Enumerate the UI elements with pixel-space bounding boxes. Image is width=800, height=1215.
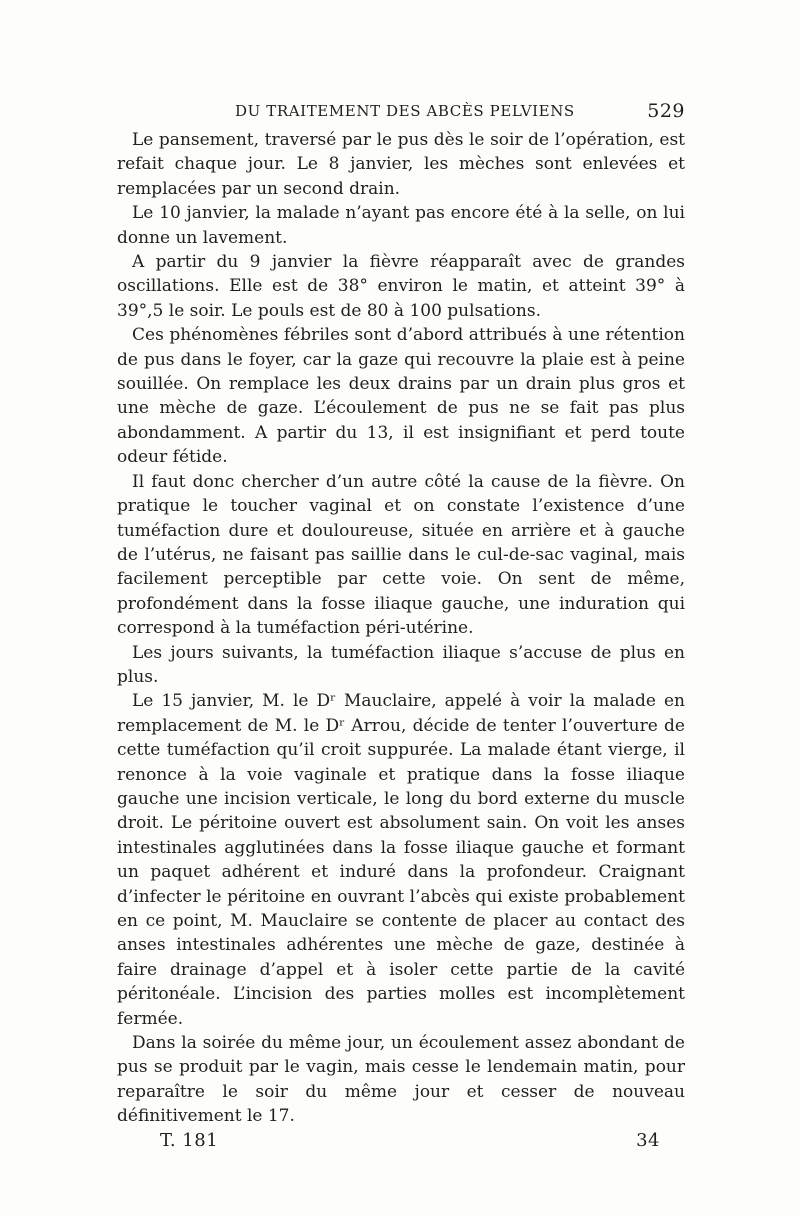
paragraph: Il faut donc chercher d’un autre côté la cause de la fièvre. On pratique le toucher vaginal et on constate l’existence d’une tuméfaction dure et douloureuse, située en arrière et à gauche de l’utérus, ne faisant pas saillie dans le cul-de-sac vaginal, mais facilement perceptible par cette voie. On sent de même, profondément dans la fosse iliaque gauche, une induration qui correspond à la tuméfaction péri-utérine.: [117, 471, 685, 639]
page-number: 529: [647, 100, 685, 122]
paragraph: Ces phénomènes fébriles sont d’abord attribués à une rétention de pus dans le foyer, car la gaze qui recouvre la plaie est à peine souillée. On remplace les deux drains par un drain plus gros et une mèche de gaze. L’écoulement de pus ne se fait pas plus abondamment. A partir du 13, il est insignifiant et perd toute odeur fétide.: [117, 325, 685, 468]
body-text: [117, 128, 685, 1129]
paragraph: Le 10 janvier, la malade n’ayant pas encore été à la selle, on lui donne un lavement.: [117, 203, 685, 248]
paragraph: A partir du 9 janvier la fièvre réapparaît avec de grandes oscillations. Elle est de 38° environ le matin, et atteint 39° à 39°,5 le soir. Le pouls est de 80 à 100 pulsations.: [117, 252, 685, 321]
sheet-number: 34: [636, 1130, 660, 1151]
signature-mark: T. 181: [160, 1130, 219, 1151]
running-title: DU TRAITEMENT DES ABCÈS PELVIENS: [235, 102, 575, 120]
page-footer: [160, 1130, 660, 1156]
paragraph: Les jours suivants, la tuméfaction iliaque s’accuse de plus en plus.: [117, 642, 685, 687]
paragraph: Le pansement, traversé par le pus dès le soir de l’opération, est refait chaque jour. Le 8 janvier, les mèches sont enlevées et remplacées par un second drain.: [117, 130, 685, 199]
paragraph: Le 15 janvier, M. le Dʳ Mauclaire, appelé à voir la malade en remplacement de M. le Dʳ Arrou, décide de tenter l’ouverture de cette tuméfaction qu’il croit suppurée. La malade étant vierge, il renonce à la voie vaginale et pratique dans la fosse iliaque gauche une incision verticale, le long du bord externe du muscle droit. Le péritoine ouvert est absolument sain. On voit les anses intestinales agglutinées dans la fosse iliaque gauche et formant un paquet adhérent et induré dans la profondeur. Craignant d’infecter le péritoine en ouvrant l’abcès qui existe probablement en ce point, M. Mauclaire se contente de placer au contact des anses intestinales adhérentes une mèche de gaze, destinée à faire drainage d’appel et à isoler cette partie de la cavité péritonéale. L’incision des parties molles est incomplètement fermée.: [117, 691, 685, 1029]
page-header: [117, 100, 685, 124]
paragraph: Dans la soirée du même jour, un écoulement assez abondant de pus se produit par le vagin, mais cesse le lendemain matin, pour reparaître le soir du même jour et cesser de nouveau définitivement le 17.: [117, 1033, 685, 1127]
